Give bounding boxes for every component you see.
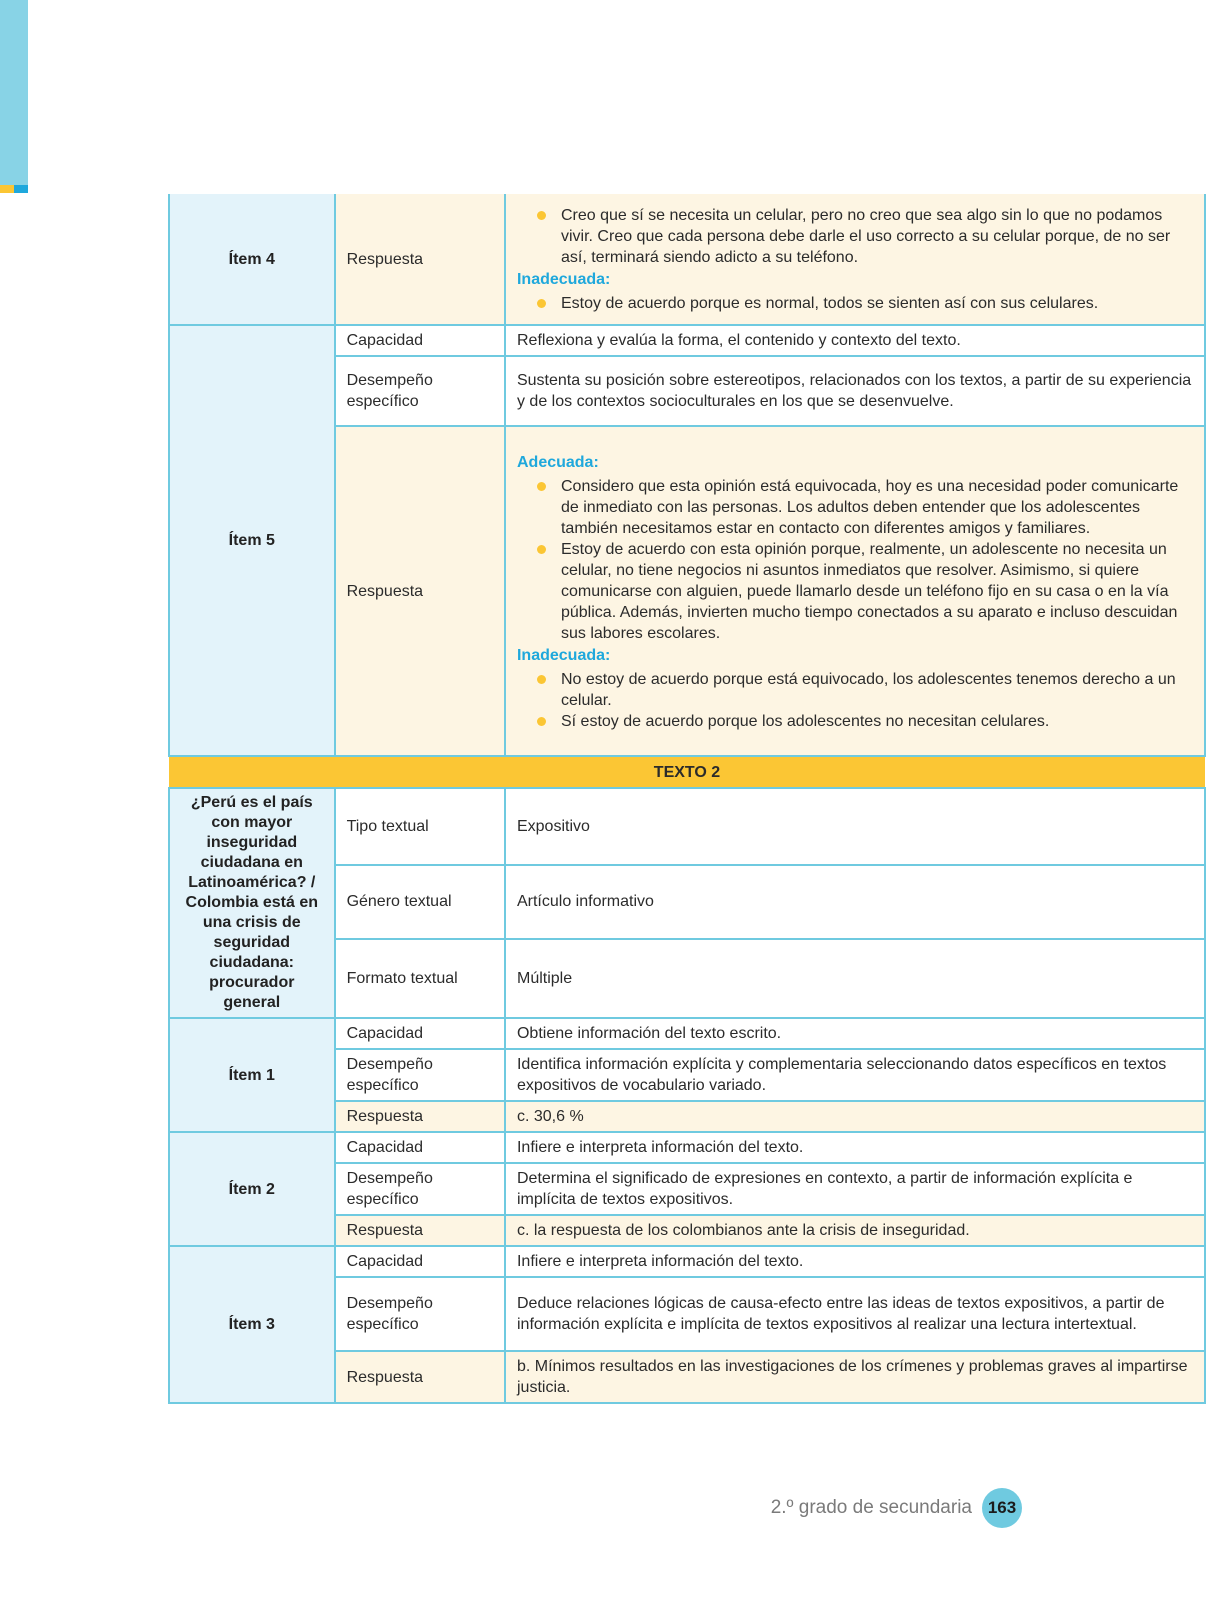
t2-item3-respuesta: b. Mínimos resultados en las investigaciones de los crímenes y problemas graves al impartirse justicia. bbox=[505, 1351, 1205, 1403]
t2-item1-title: Ítem 1 bbox=[169, 1018, 335, 1132]
texto2-title: ¿Perú es el país con mayor inseguridad ciudadana en Latinoamérica? / Colombia está en una crisis de seguridad ciudadana: procurador general bbox=[169, 788, 335, 1018]
item5-capacidad-row bbox=[169, 325, 1205, 356]
t2-item2-capacidad-row bbox=[169, 1132, 1205, 1163]
item5-respuesta-label: Respuesta bbox=[335, 426, 505, 756]
tipo-row bbox=[169, 788, 1205, 865]
t2-item2-capacidad: Infiere e interpreta información del texto. bbox=[505, 1132, 1205, 1163]
genero-value: Artículo informativo bbox=[505, 865, 1205, 940]
formato-label: Formato textual bbox=[335, 939, 505, 1018]
item4-title: Ítem 4 bbox=[169, 194, 335, 325]
item5-title: Ítem 5 bbox=[169, 325, 335, 756]
t2-item3-desempeno: Deduce relaciones lógicas de causa-efecto entre las ideas de textos expositivos, a partir de información explícita e implícita de textos expositivos al realizar una lectura intertextual. bbox=[505, 1277, 1205, 1351]
bullet-item: Considero que esta opinión está equivocada, hoy es una necesidad poder comunicarte de inmediato con las personas. Los adultos deben entender que los adolescentes también necesitamos estar en contacto con diferentes amigos y familiares. bbox=[517, 476, 1193, 539]
t2-item3-title: Ítem 3 bbox=[169, 1246, 335, 1403]
inadecuada-heading: Inadecuada: bbox=[516, 270, 611, 288]
formato-value: Múltiple bbox=[505, 939, 1205, 1018]
item4-adecuada-list bbox=[517, 205, 1193, 268]
t2-item3-capacidad: Infiere e interpreta información del texto. bbox=[505, 1246, 1205, 1277]
item4-respuesta-label: Respuesta bbox=[335, 194, 505, 325]
capacidad-label: Capacidad bbox=[335, 1132, 505, 1163]
capacidad-label: Capacidad bbox=[335, 325, 505, 356]
desempeno-label: Desempeño específico bbox=[335, 356, 505, 426]
tipo-value: Expositivo bbox=[505, 788, 1205, 865]
desempeno-label: Desempeño específico bbox=[335, 1277, 505, 1351]
item5-adecuada-list bbox=[517, 476, 1193, 644]
t2-item1-respuesta: c. 30,6 % bbox=[505, 1101, 1205, 1132]
t2-item2-title: Ítem 2 bbox=[169, 1132, 335, 1246]
item5-capacidad: Reflexiona y evalúa la forma, el contenido y contexto del texto. bbox=[505, 325, 1205, 356]
respuesta-label: Respuesta bbox=[335, 1101, 505, 1132]
desempeno-label: Desempeño específico bbox=[335, 1049, 505, 1101]
item4-respuesta-content bbox=[505, 194, 1205, 325]
t2-item2-desempeno: Determina el significado de expresiones en contexto, a partir de información explícita e implícita de textos expositivos. bbox=[505, 1163, 1205, 1215]
t2-item1-capacidad: Obtiene información del texto escrito. bbox=[505, 1018, 1205, 1049]
desempeno-label: Desempeño específico bbox=[335, 1163, 505, 1215]
bullet-item: Estoy de acuerdo porque es normal, todos se sienten así con sus celulares. bbox=[517, 293, 1193, 314]
item4-inadecuada-list bbox=[517, 293, 1193, 314]
side-accent-blue bbox=[14, 185, 28, 193]
inadecuada-heading: Inadecuada: bbox=[516, 647, 611, 664]
texto2-heading: TEXTO 2 bbox=[169, 756, 1205, 788]
item5-inadecuada-list bbox=[517, 669, 1193, 732]
t2-item2-respuesta: c. la respuesta de los colombianos ante la crisis de inseguridad. bbox=[505, 1215, 1205, 1246]
grade-label: 2.º grado de secundaria bbox=[770, 1497, 972, 1518]
respuesta-label: Respuesta bbox=[335, 1351, 505, 1403]
page-footer bbox=[771, 1488, 1022, 1528]
bullet-item: No estoy de acuerdo porque está equivocado, los adolescentes tenemos derecho a un celular. bbox=[517, 669, 1193, 711]
item5-respuesta-content bbox=[505, 426, 1205, 756]
bullet-item: Creo que sí se necesita un celular, pero no creo que sea algo sin lo que no podamos vivir. Creo que cada persona debe darle el uso correcto a su celular porque, de no ser así, terminará siendo adicto a su teléfono. bbox=[517, 205, 1193, 268]
t2-item1-desempeno: Identifica información explícita y complementaria seleccionando datos específicos en textos expositivos de vocabulario variado. bbox=[505, 1049, 1205, 1101]
texto2-banner-row bbox=[169, 756, 1205, 788]
t2-item1-capacidad-row bbox=[169, 1018, 1205, 1049]
bullet-item: Estoy de acuerdo con esta opinión porque, realmente, un adolescente no necesita un celular, no tiene negocios ni asuntos inmediatos que resolver. Asimismo, si quiere comunicarse con alguien, puede llamarlo desde un teléfono fijo en su casa o en la vía pública. Además, invierten mucho tiempo conectados a su aparato e incluso descuidan sus labores escolares. bbox=[517, 539, 1193, 644]
t2-item3-capacidad-row bbox=[169, 1246, 1205, 1277]
item4-respuesta-row bbox=[169, 194, 1205, 325]
adecuada-heading: Adecuada: bbox=[516, 454, 599, 471]
capacidad-label: Capacidad bbox=[335, 1018, 505, 1049]
genero-label: Género textual bbox=[335, 865, 505, 940]
side-accent-yellow bbox=[0, 185, 14, 193]
evaluation-table bbox=[168, 194, 1206, 1404]
tipo-label: Tipo textual bbox=[335, 788, 505, 865]
item5-desempeno: Sustenta su posición sobre estereotipos, relacionados con los textos, a partir de su experiencia y de los contextos socioculturales en los que se desenvuelve. bbox=[505, 356, 1205, 426]
bullet-item: Sí estoy de acuerdo porque los adolescentes no necesitan celulares. bbox=[517, 711, 1193, 732]
respuesta-label: Respuesta bbox=[335, 1215, 505, 1246]
side-color-bar bbox=[0, 0, 28, 185]
page-number: 163 bbox=[982, 1488, 1022, 1528]
capacidad-label: Capacidad bbox=[335, 1246, 505, 1277]
